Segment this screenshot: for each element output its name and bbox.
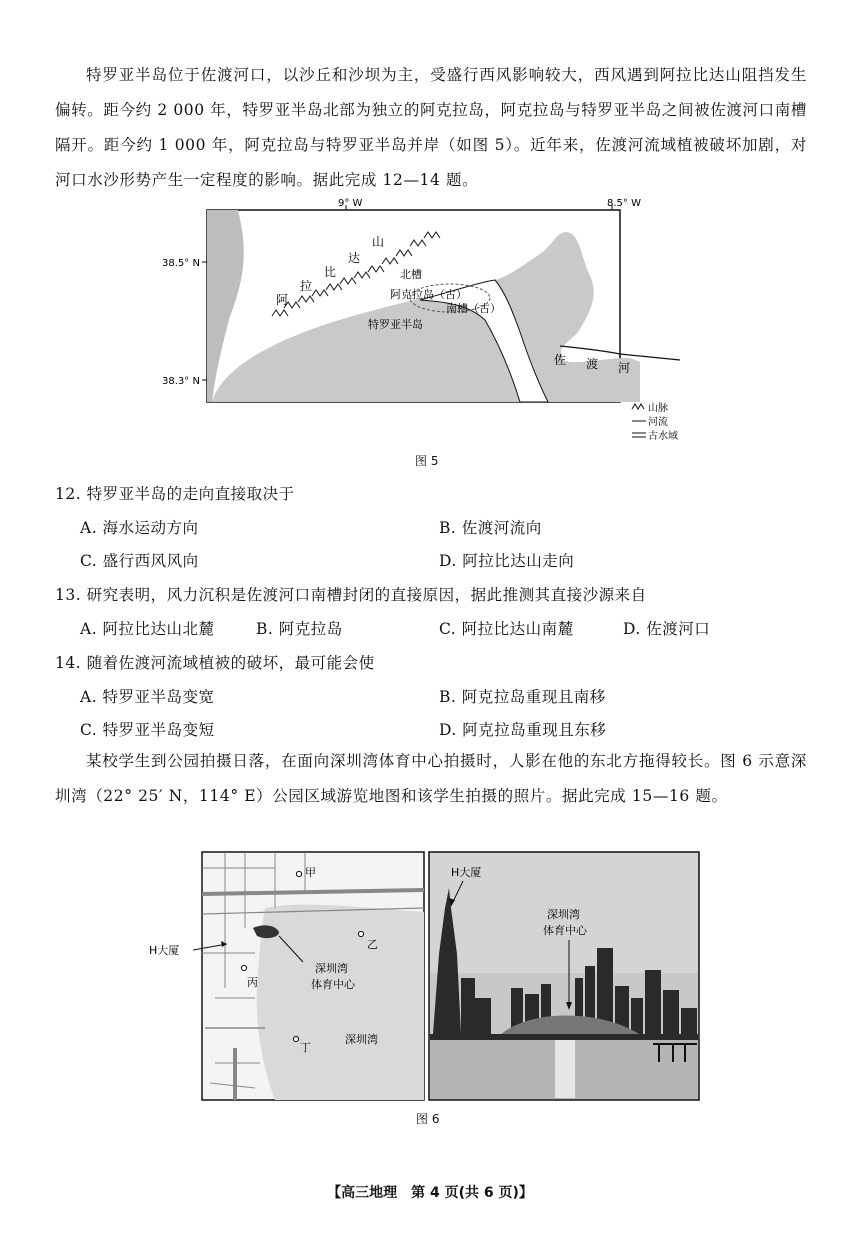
lon-9w-label: 9° W — [338, 198, 363, 209]
q12-option-c: C. 盛行西风风向 — [80, 552, 199, 570]
figure-5-map — [160, 196, 700, 446]
q14-stem: 14. 随着佐渡河流域植被的破坏，最可能会使 — [55, 654, 375, 672]
mountain-char-2: 拉 — [300, 279, 313, 293]
akla-island-label: 阿克拉岛（古） — [390, 288, 467, 301]
figure-6 — [145, 848, 705, 1108]
q14-option-c: C. 特罗亚半岛变短 — [80, 721, 215, 739]
point-jia-label: 甲 — [305, 866, 316, 879]
q13-option-a: A. 阿拉比达山北麓 — [80, 620, 215, 638]
q14-option-b: B. 阿克拉岛重现且南移 — [439, 688, 606, 706]
sunset-photo-panel — [429, 852, 699, 1100]
q13-stem: 13. 研究表明，风力沉积是佐渡河口南槽封闭的直接原因，据此推测其直接沙源来自 — [55, 586, 647, 604]
figure-5-legend — [632, 401, 678, 442]
map-bay-label: 深圳湾 — [345, 1033, 378, 1046]
mountain-char-3: 比 — [324, 265, 337, 279]
photo-h-tower-label: H大厦 — [451, 866, 482, 879]
point-bing-label: 丙 — [247, 976, 258, 989]
q12-option-b: B. 佐渡河流向 — [439, 519, 542, 537]
q13-option-c: C. 阿拉比达山南麓 — [439, 620, 574, 638]
map-sports-center-line1: 深圳湾 — [315, 962, 348, 975]
figure-5-caption: 图 5 — [415, 454, 439, 468]
legend-ancient-water: 古水域 — [648, 431, 678, 442]
q14-option-d: D. 阿克拉岛重现且东移 — [439, 721, 607, 739]
mountain-char-4: 达 — [348, 251, 361, 265]
north-channel-label: 北槽 — [400, 268, 422, 281]
passage-12-14: 特罗亚半岛位于佐渡河口，以沙丘和沙坝为主，受盛行西风影响较大，西风遇到阿拉比达山阻挡发生偏转。距今约 2 000 年，特罗亚半岛北部为独立的阿克拉岛，阿克拉岛与特罗亚半岛之间被佐渡河口南槽隔开。距今约 1 000 年，阿克拉岛与特罗亚半岛并岸（如图 5）。近年来，佐渡河流域植被破坏加剧，对河口水沙形势产生一定程度的影响。据此完成 12—14 题。 — [55, 66, 807, 189]
point-ding-label: 丁 — [300, 1041, 311, 1054]
page-footer: 【高三地理 第 4 页(共 6 页)】 — [327, 1185, 533, 1201]
photo-sports-center-line1: 深圳湾 — [547, 908, 580, 921]
legend-river: 河流 — [648, 417, 668, 428]
map-sports-center-line2: 体育中心 — [311, 978, 355, 991]
passage-15-16: 某校学生到公园拍摄日落，在面向深圳湾体育中心拍摄时，人影在他的东北方拖得较长。图 6 示意深圳湾（22° 25′ N，114° E）公园区域游览地图和该学生拍摄的照片。据此完成 15—16 题。 — [55, 752, 807, 805]
mountain-char-5: 山 — [372, 235, 385, 249]
river-char-1: 佐 — [554, 353, 567, 367]
park-map-panel — [149, 852, 424, 1100]
figure-6-caption: 图 6 — [416, 1112, 440, 1126]
mountain-char-1: 阿 — [276, 293, 289, 307]
q12-option-a: A. 海水运动方向 — [80, 519, 199, 537]
legend-mountain: 山脉 — [648, 403, 668, 414]
point-jia — [296, 871, 301, 876]
point-yi-label: 乙 — [367, 938, 378, 951]
q12-stem: 12. 特罗亚半岛的走向直接取决于 — [55, 485, 295, 503]
lat-385n-label: 38.5° N — [162, 258, 200, 269]
point-yi — [358, 931, 363, 936]
peninsula-label: 特罗亚半岛 — [368, 318, 423, 331]
q13-option-d: D. 佐渡河口 — [623, 620, 711, 638]
south-channel-label: 南槽（古） — [446, 302, 501, 315]
point-bing — [241, 965, 246, 970]
river-char-2: 渡 — [586, 357, 599, 371]
q14-option-a: A. 特罗亚半岛变宽 — [80, 688, 215, 706]
q13-option-b: B. 阿克拉岛 — [256, 620, 343, 638]
river-char-3: 河 — [618, 361, 631, 375]
point-ding — [293, 1036, 298, 1041]
lat-383n-label: 38.3° N — [162, 376, 200, 387]
q12-option-d: D. 阿拉比达山走向 — [439, 552, 575, 570]
lon-85w-label: 8.5° W — [607, 198, 641, 209]
bay-water — [257, 905, 424, 1100]
map-h-tower-label: H大厦 — [149, 944, 180, 957]
photo-sports-center-line2: 体育中心 — [543, 924, 587, 937]
